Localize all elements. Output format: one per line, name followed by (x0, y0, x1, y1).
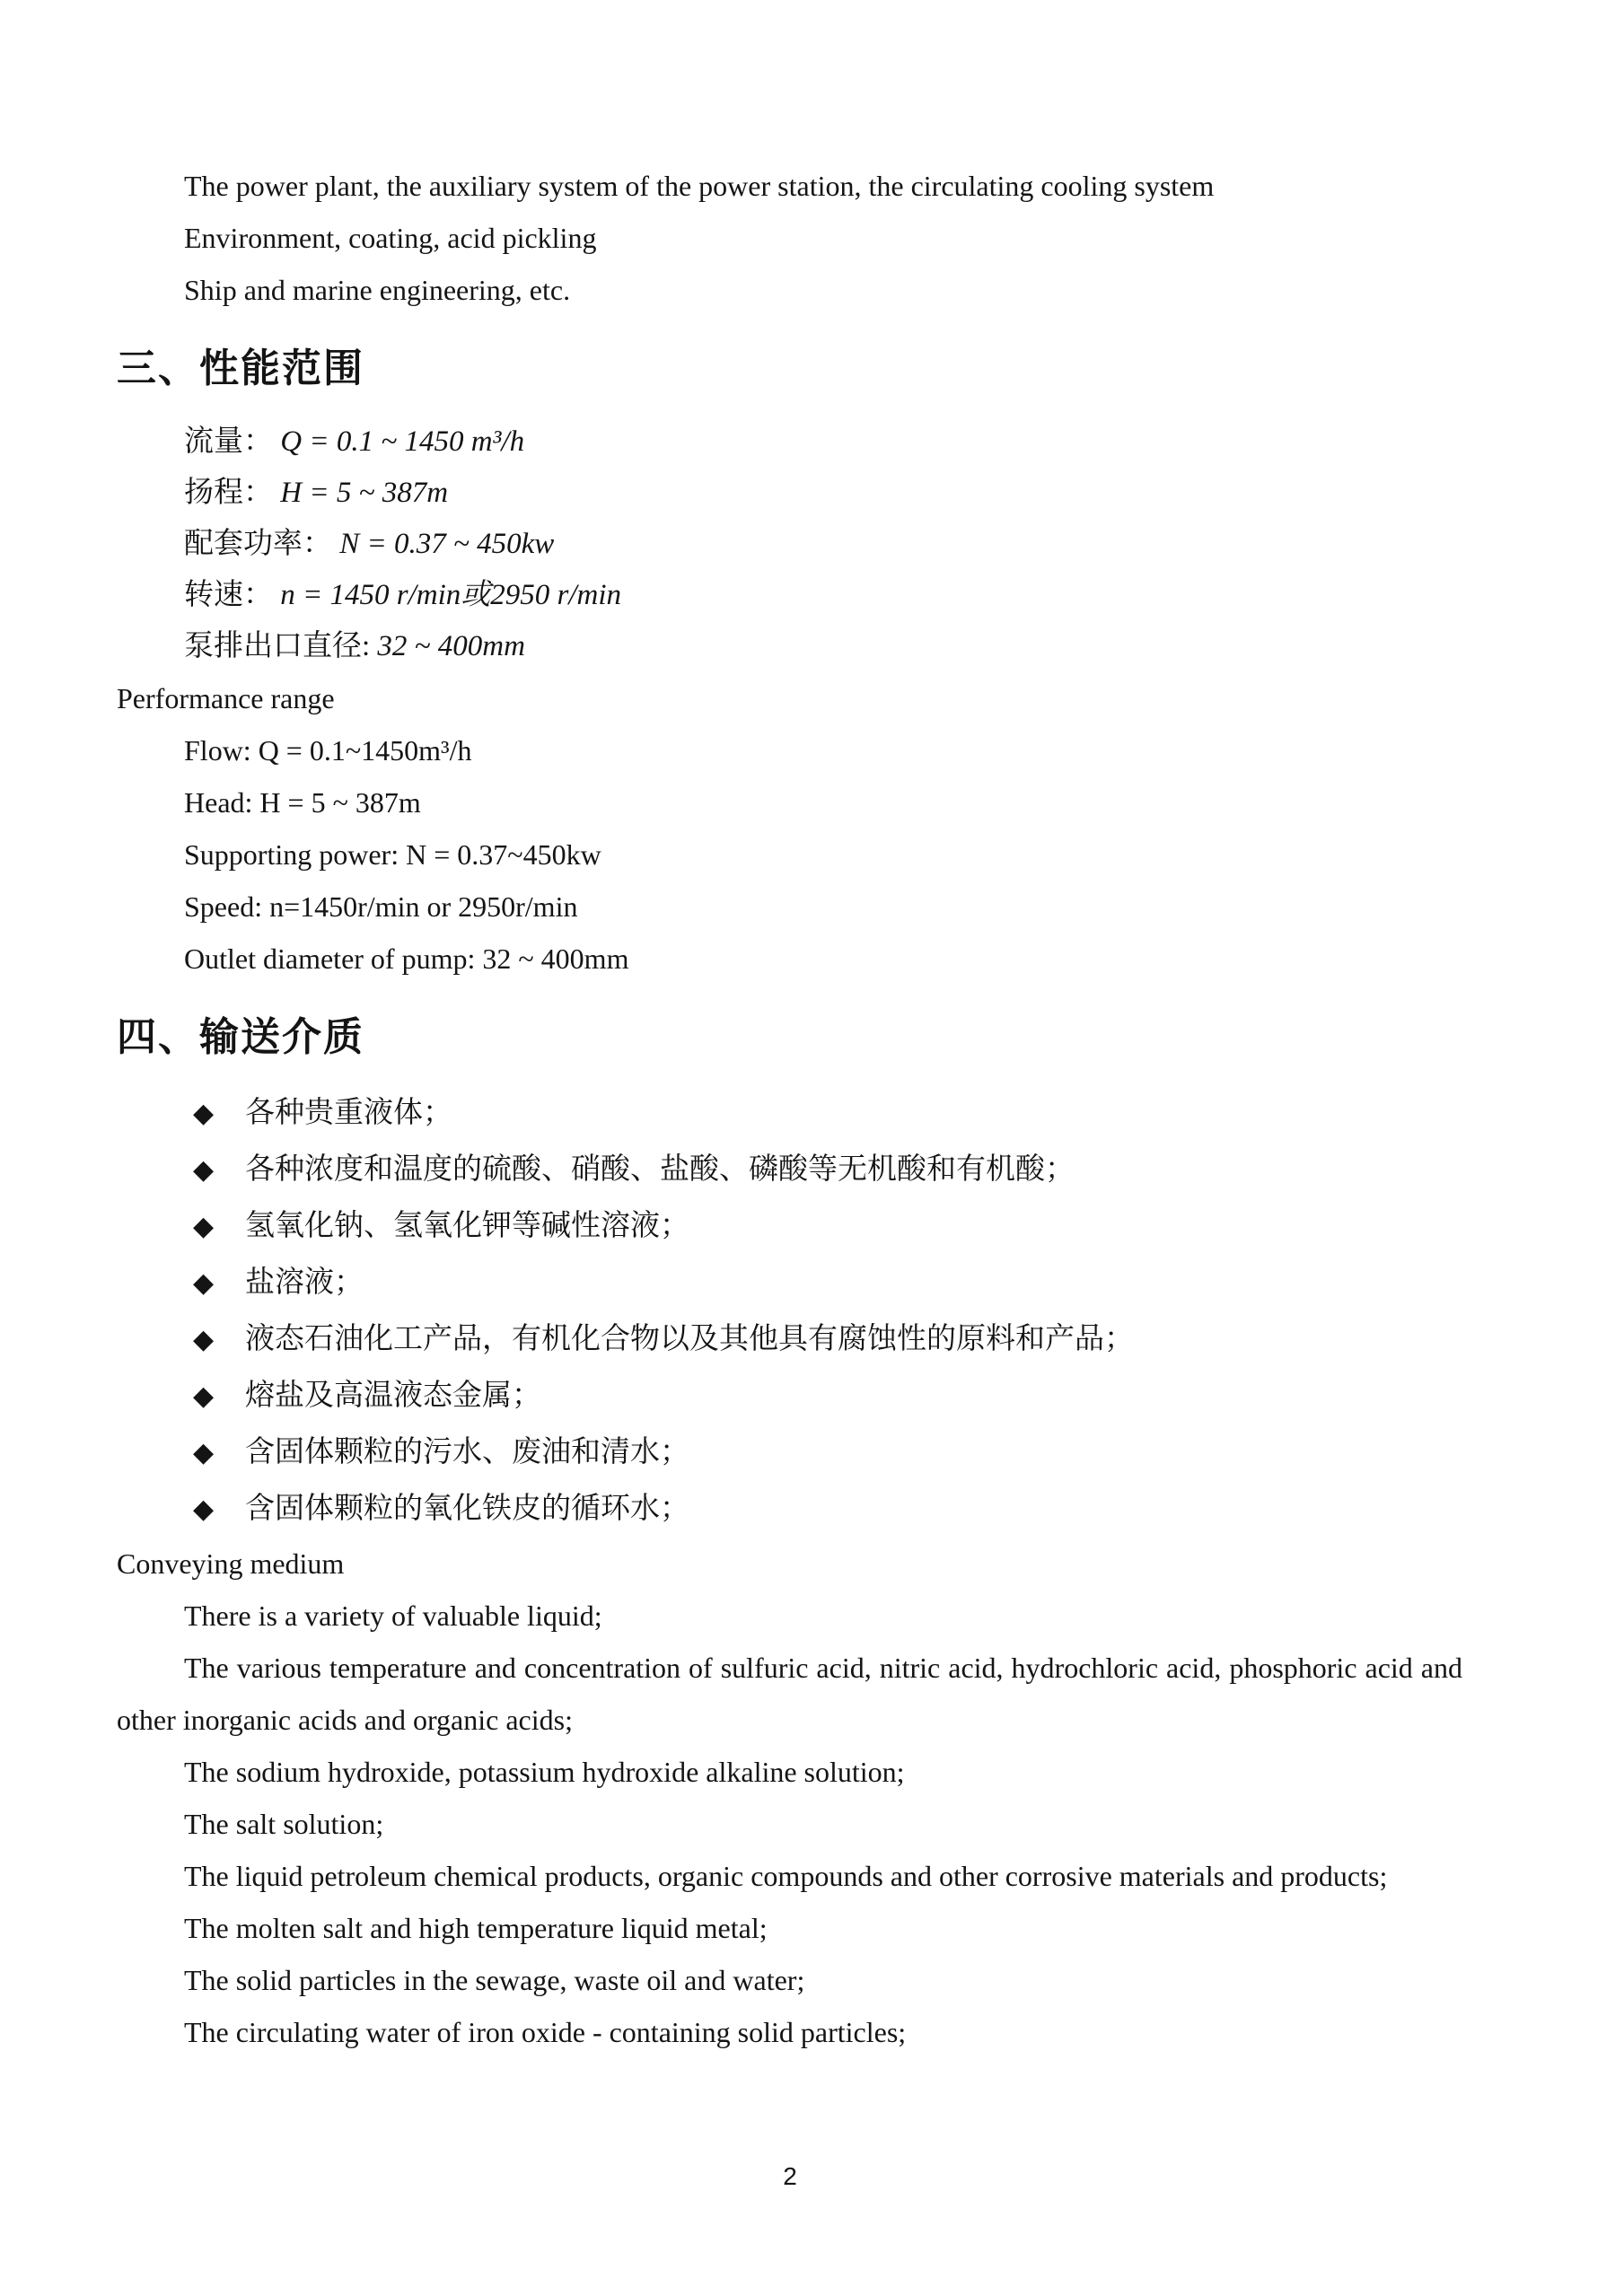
spec-line-cn (117, 519, 1462, 570)
intro-line: Ship and marine engineering, etc. (184, 274, 571, 306)
bullet-text: 盐溶液； (245, 1266, 364, 1299)
body-paragraph: The salt solution; (184, 1808, 384, 1840)
body-paragraph: The sodium hydroxide, potassium hydroxide alkaline solution; (184, 1756, 905, 1788)
bullet-item (117, 1142, 1462, 1198)
bullet-text: 含固体颗粒的氧化铁皮的循环水； (245, 1493, 689, 1525)
intro-line: Environment, coating, acid pickling (184, 222, 597, 254)
bullet-text: 液态石油化工产品，有机化合物以及其他具有腐蚀性的原料和产品； (245, 1323, 1134, 1355)
spec-value: Q = 0.1 ~ 1450 m³/h (280, 425, 525, 458)
spec-value: H = 5 ~ 387m (280, 477, 449, 509)
spec-label: 泵排出口直径: (184, 630, 371, 662)
diamond-bullet-icon: ◆ (193, 1380, 215, 1412)
bullet-item (117, 1255, 1462, 1311)
diamond-bullet-icon: ◆ (193, 1098, 215, 1129)
spec-label: 转速： (184, 579, 273, 611)
bullet-item (117, 1311, 1462, 1368)
bullet-item (117, 1481, 1462, 1538)
bullet-item (117, 1424, 1462, 1481)
body-paragraph: The liquid petroleum chemical products, organic compounds and other corrosive materials and products; (184, 1860, 1388, 1892)
conveying-medium-label: Conveying medium (117, 1547, 345, 1580)
body-paragraph: There is a variety of valuable liquid; (184, 1599, 602, 1632)
diamond-bullet-icon: ◆ (193, 1211, 215, 1242)
bullet-text: 熔盐及高温液态金属； (245, 1380, 541, 1412)
spec-line-en: Outlet diameter of pump: 32 ~ 400mm (184, 942, 629, 975)
spec-value: n = 1450 r/min或2950 r/min (280, 579, 622, 611)
section4-heading: 四、输送介质 (117, 1015, 364, 1059)
body-paragraph: The circulating water of iron oxide - containing solid particles; (184, 2016, 907, 2048)
page-number: 2 (783, 2162, 797, 2190)
diamond-bullet-icon: ◆ (193, 1154, 215, 1186)
intro-line: The power plant, the auxiliary system of the power station, the circulating cooling system (184, 170, 1215, 202)
bullet-item (117, 1085, 1462, 1142)
bullet-item (117, 1368, 1462, 1424)
bullet-item (117, 1198, 1462, 1255)
bullet-text: 含固体颗粒的污水、废油和清水； (245, 1436, 689, 1468)
spec-line-en: Head: H = 5 ~ 387m (184, 786, 421, 819)
body-paragraph: The solid particles in the sewage, waste oil and water; (184, 1964, 805, 1996)
body-paragraph: The molten salt and high temperature liquid metal; (184, 1912, 768, 1944)
diamond-bullet-icon: ◆ (193, 1494, 215, 1525)
spec-label: 配套功率： (184, 528, 332, 560)
diamond-bullet-icon: ◆ (193, 1437, 215, 1468)
spec-label: 扬程： (184, 477, 273, 509)
section3-heading: 三、性能范围 (117, 346, 364, 390)
spec-line-en: Supporting power: N = 0.37~450kw (184, 838, 601, 871)
spec-line-cn (117, 416, 1462, 468)
performance-range-label: Performance range (117, 682, 335, 714)
spec-line-en: Speed: n=1450r/min or 2950r/min (184, 890, 578, 923)
bullet-text: 各种浓度和温度的硫酸、硝酸、盐酸、磷酸等无机酸和有机酸； (245, 1153, 1075, 1186)
spec-line-cn (117, 570, 1462, 621)
spec-label: 流量： (184, 425, 273, 458)
diamond-bullet-icon: ◆ (193, 1324, 215, 1355)
spec-line-cn (117, 621, 1462, 672)
bullet-text: 各种贵重液体； (245, 1097, 452, 1129)
body-paragraph: The various temperature and concentration of sulfuric acid, nitric acid, hydrochloric acid, phosphoric acid and other inorganic acids and organic acids; (117, 1652, 1462, 1736)
bullet-text: 氢氧化钠、氢氧化钾等碱性溶液； (245, 1210, 689, 1242)
spec-line-en: Flow: Q = 0.1~1450m³/h (184, 734, 472, 767)
spec-line-cn (117, 468, 1462, 519)
spec-value: N = 0.37 ~ 450kw (339, 528, 555, 560)
spec-value: 32 ~ 400mm (377, 630, 525, 662)
diamond-bullet-icon: ◆ (193, 1267, 215, 1299)
